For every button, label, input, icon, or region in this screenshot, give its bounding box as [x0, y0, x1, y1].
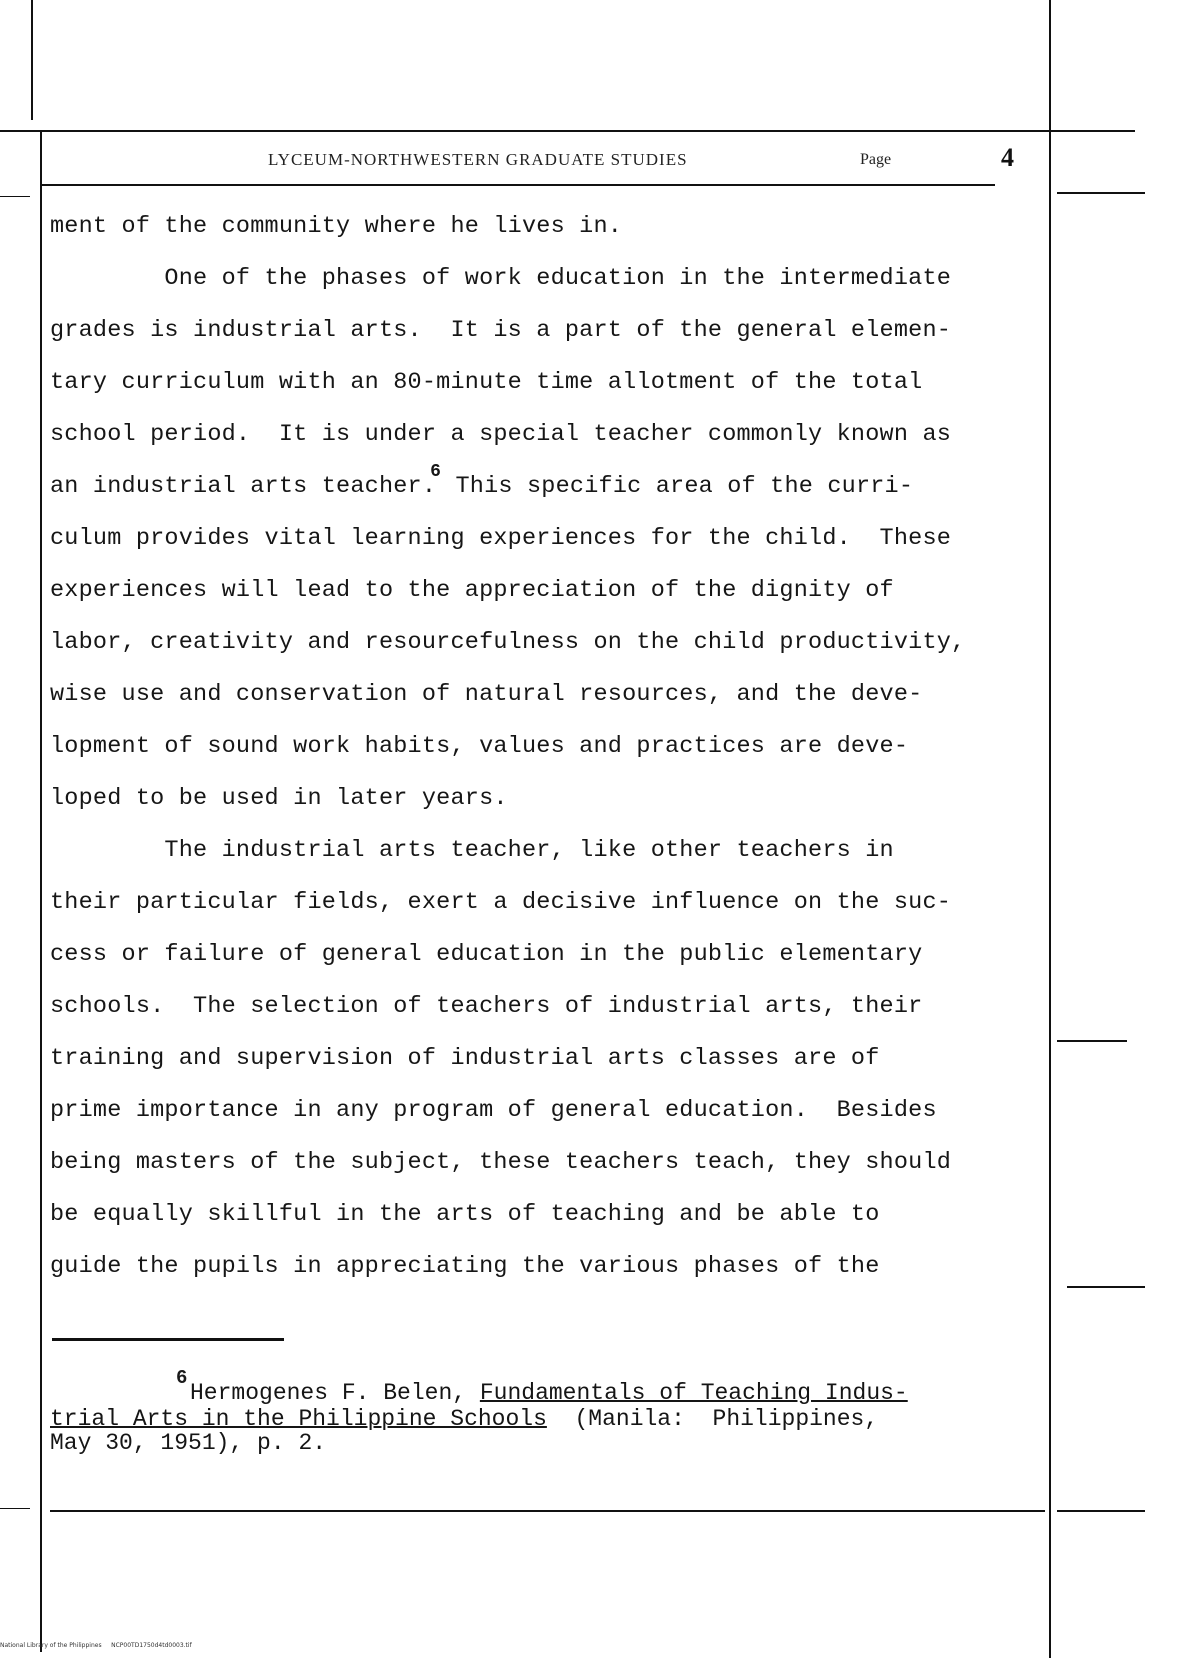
right-frame-rule: [1049, 0, 1051, 1658]
body-line-16: schools. The selection of teachers of industrial arts, their: [50, 993, 923, 1020]
footnote-separator: [52, 1338, 284, 1341]
right-tick-1: [1057, 192, 1145, 194]
header-divider: [40, 184, 995, 186]
top-border-rule: [0, 130, 1135, 132]
body-line-21: guide the pupils in appreciating the various phases of the: [50, 1253, 880, 1280]
body-line-7: culum provides vital learning experiences for the child. These: [50, 525, 952, 552]
right-tick-4: [1057, 1510, 1145, 1512]
footnote-title-part2: trial Arts in the Philippine Schools: [50, 1406, 547, 1432]
right-tick-2: [1057, 1040, 1127, 1042]
page-number: 4: [1001, 143, 1014, 172]
right-tick-3: [1067, 1286, 1145, 1288]
body-line-18: prime importance in any program of general education. Besides: [50, 1097, 937, 1124]
left-tick-1: [0, 196, 30, 197]
page-label: Page: [860, 151, 892, 168]
body-line-15: cess or failure of general education in the public elementary: [50, 941, 923, 968]
body-line-12: loped to be used in later years.: [50, 785, 508, 812]
left-tick-2: [0, 1508, 30, 1509]
footnote-title-part1: Fundamentals of Teaching Indus-: [479, 1380, 908, 1406]
running-header-title: LYCEUM-NORTHWESTERN GRADUATE STUDIES: [268, 150, 688, 169]
footnote-line-3: May 30, 1951), p. 2.: [50, 1430, 327, 1456]
footnote-author: Hermogenes F. Belen,: [190, 1380, 480, 1406]
body-line-19: being masters of the subject, these teachers teach, they should: [50, 1149, 952, 1176]
body-line-14: their particular fields, exert a decisive influence on the suc-: [50, 889, 952, 916]
body-line-13: The industrial arts teacher, like other teachers in: [50, 837, 894, 864]
body-line-5: school period. It is under a special teacher commonly known as: [50, 421, 952, 448]
body-line-6: [50, 462, 914, 502]
footnote-reference: 6: [430, 462, 442, 482]
left-margin-rule: [31, 0, 33, 120]
body-line-4: tary curriculum with an 80-minute time allotment of the total: [50, 369, 923, 396]
body-line-20: be equally skillful in the arts of teaching and be able to: [50, 1201, 880, 1228]
body-line-2: One of the phases of work education in the intermediate: [50, 265, 952, 292]
body-line-11: lopment of sound work habits, values and practices are deve-: [50, 733, 909, 760]
footnote-line-2: [50, 1406, 878, 1432]
body-line-6-end: This specific area of the curri-: [441, 473, 914, 500]
bottom-frame-rule: [50, 1510, 1045, 1512]
body-line-10: wise use and conservation of natural resources, and the deve-: [50, 681, 923, 708]
scan-caption: National Library of the Philippines NCP00TD1750d4td0003.tif: [0, 1642, 192, 1649]
footnote-publisher: (Manila: Philippines,: [546, 1406, 879, 1432]
body-line-1: ment of the community where he lives in.: [50, 213, 623, 240]
body-line-9: labor, creativity and resourcefulness on the child productivity,: [50, 629, 966, 656]
body-line-6-start: an industrial arts teacher.: [50, 473, 437, 500]
footnote-line-1: [190, 1380, 908, 1406]
left-frame-rule: [40, 132, 42, 1652]
footnote-marker: 6: [176, 1367, 188, 1389]
body-line-8: experiences will lead to the appreciation of the dignity of: [50, 577, 894, 604]
body-line-3: grades is industrial arts. It is a part of the general elemen-: [50, 317, 952, 344]
body-line-17: training and supervision of industrial arts classes are of: [50, 1045, 880, 1072]
